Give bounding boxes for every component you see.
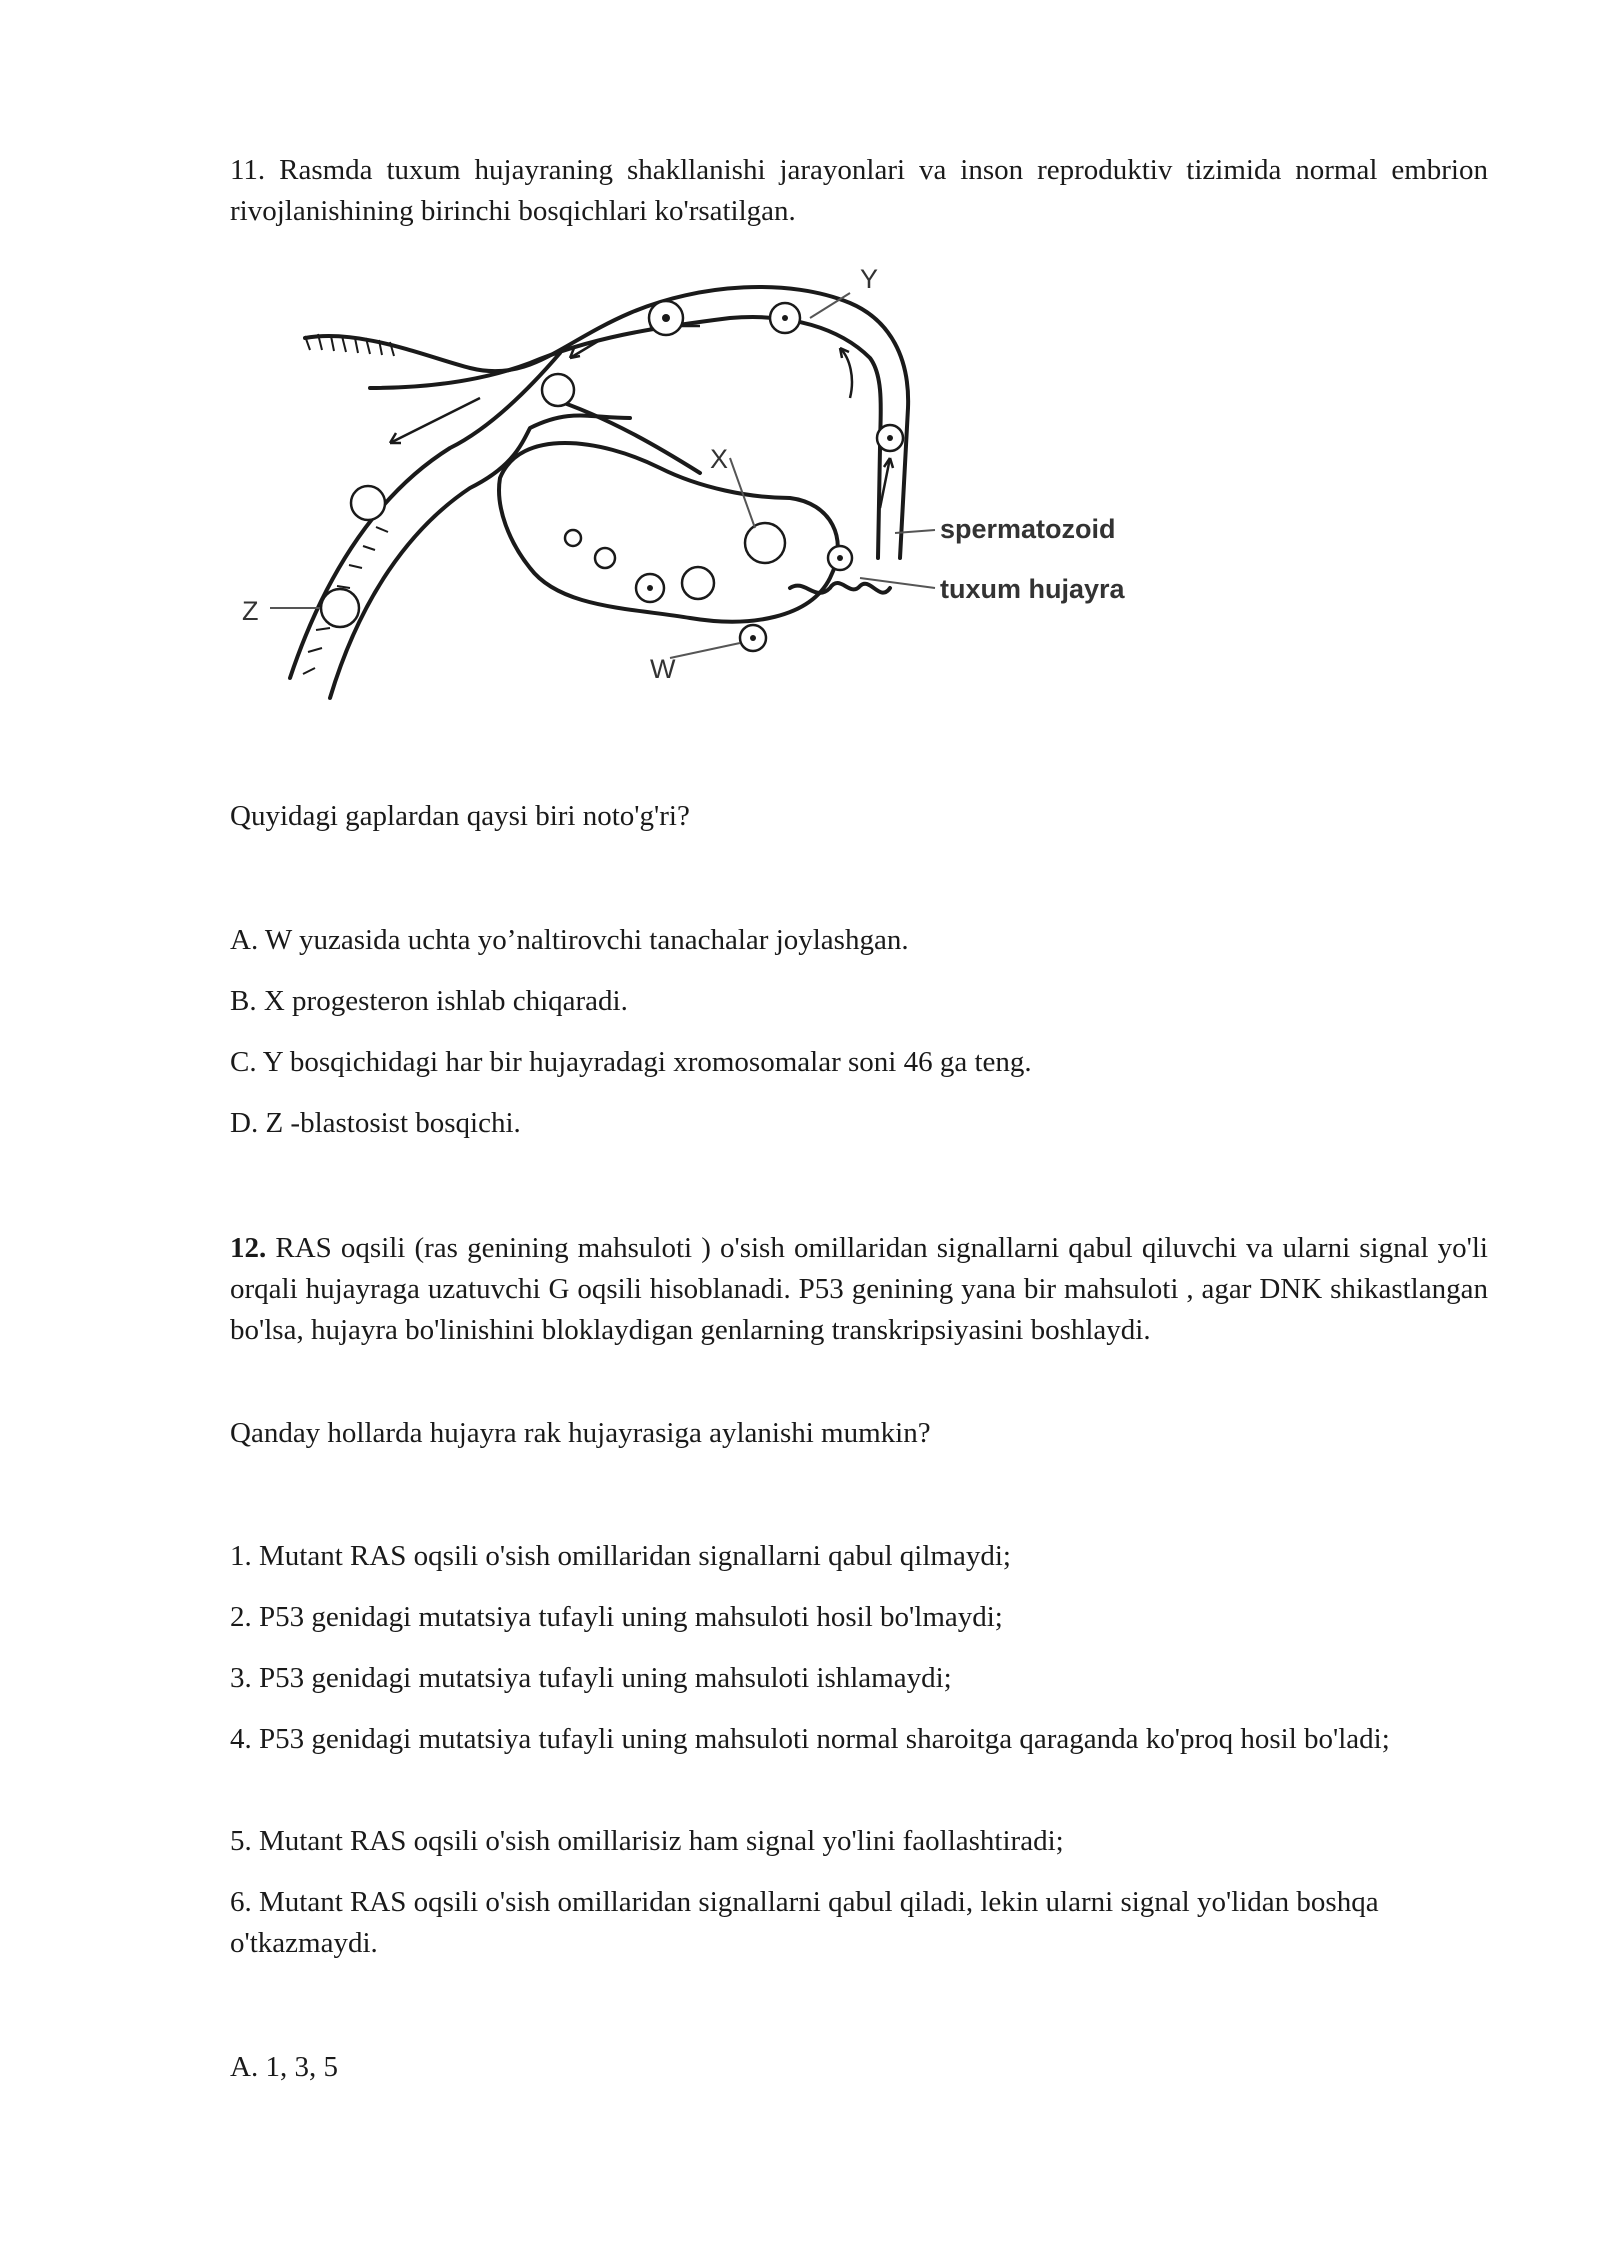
label-egg-cell: tuxum hujayra [940, 574, 1125, 604]
q12-statement-3: 3. P53 genidagi mutatsiya tufayli uning mahsuloti ishlamaydi; [230, 1662, 952, 1694]
q12-intro-text: RAS oqsili (ras genining mahsuloti ) o'sish omillaridan signallarni qabul qiluvchi va ularni signal yo'li orqali hujayraga uzatuvchi G oqsili hisoblanadi. P53 genining yana bir mahsuloti , agar DNK shikastlangan bo'lsa, hujayra bo'linishini bloklaydigan genlarning transkripsiyasini boshlaydi. [230, 1232, 1488, 1346]
morula [542, 374, 574, 406]
q12-answer-a: A. 1, 3, 5 [230, 2051, 338, 2083]
ovary-ligament [550, 398, 700, 473]
q12-question: Qanday hollarda hujayra rak hujayrasiga aylanishi mumkin? [230, 1417, 931, 1449]
label-spermatozoid: spermatozoid [940, 514, 1116, 544]
q12-statement-6: 6. Mutant RAS oqsili o'sish omillaridan signallarni qabul qiladi, lekin ularni signal yo'lidan boshqa o'tkazmaydi. [230, 1886, 1379, 1959]
label-x: X [710, 444, 729, 474]
reproductive-system-diagram [230, 258, 1170, 710]
q11-option-d: D. Z -blastosist bosqichi. [230, 1107, 521, 1139]
q11-intro: 11. Rasmda tuxum hujayraning shakllanishi jarayonlari va inson reproduktiv tizimida normal embrion rivojlanishining birinchi bosqichlari ko'rsatilgan. [230, 154, 1488, 227]
arrow-travel-3 [390, 398, 480, 443]
leader-w [670, 643, 740, 658]
early-blastocyst [351, 486, 385, 520]
fimbriae [790, 583, 890, 593]
follicle-2 [595, 548, 615, 568]
q12-statement-4: 4. P53 genidagi mutatsiya tufayli uning mahsuloti normal sharoitga qaraganda ko'proq hosil bo'ladi; [230, 1723, 1390, 1755]
q11-question: Quyidagi gaplardan qaysi biri noto'g'ri? [230, 800, 690, 832]
follicle-mature [745, 523, 785, 563]
q12-intro [230, 1228, 1488, 1351]
follicle-1 [565, 530, 581, 546]
q11-option-c: C. Y bosqichidagi har bir hujayradagi xromosomalar soni 46 ga teng. [230, 1046, 1032, 1078]
q12-statement-5: 5. Mutant RAS oqsili o'sish omillarisiz ham signal yo'lini faollashtiradi; [230, 1825, 1064, 1857]
label-z: Z [242, 596, 259, 626]
q12-statement-2: 2. P53 genidagi mutatsiya tufayli uning mahsuloti hosil bo'lmaydi; [230, 1601, 1003, 1633]
label-y: Y [860, 264, 879, 294]
q12-number: 12. [230, 1232, 267, 1264]
q12-statement-1: 1. Mutant RAS oqsili o'sish omillaridan signallarni qabul qilmaydi; [230, 1540, 1011, 1572]
follicle-4 [682, 567, 714, 599]
ovary-outline [499, 443, 838, 622]
label-w: W [650, 654, 676, 684]
tube-inner-wall [370, 317, 881, 558]
q11-option-b: B. X progesteron ishlab chiqaradi. [230, 985, 628, 1017]
q11-option-a: A. W yuzasida uchta yo’naltirovchi tanachalar joylashgan. [230, 924, 909, 956]
blastocyst [321, 589, 359, 627]
tube-inner-lower [330, 416, 630, 699]
reproductive-system-svg [230, 258, 1170, 710]
tube-lower-wall [290, 353, 560, 678]
